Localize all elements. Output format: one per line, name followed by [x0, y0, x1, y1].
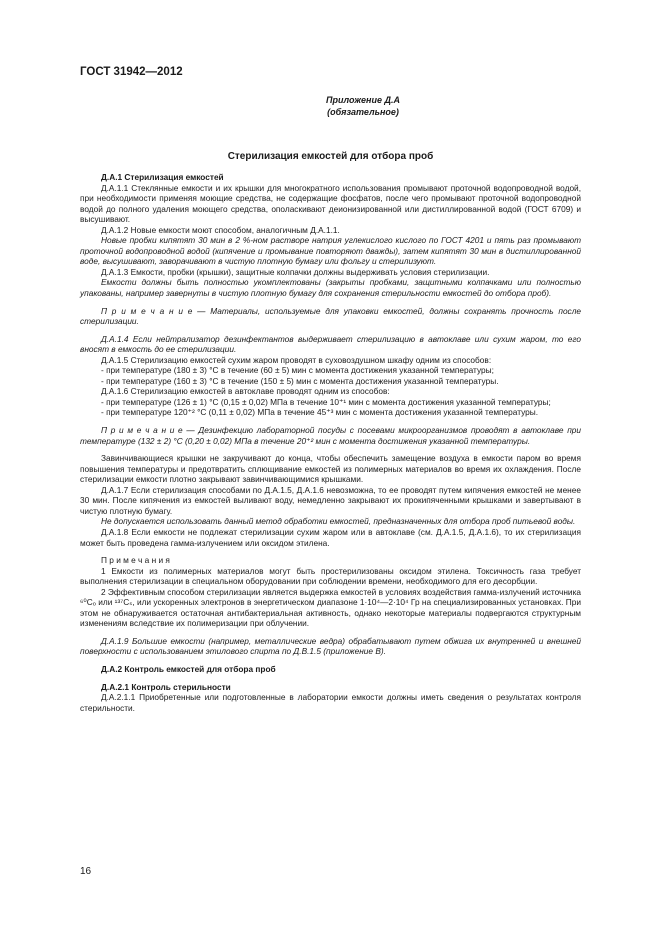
- note: [80, 306, 581, 327]
- note-label: П р и м е ч а н и е: [101, 425, 183, 436]
- page-number: 16: [80, 866, 92, 877]
- note-label: П р и м е ч а н и е: [101, 305, 193, 316]
- section-heading: Д.А.2 Контроль емкостей для отбора проб: [101, 663, 276, 674]
- note-item: 1 Емкости из полимерных материалов могут быть простерилизованы оксидом этилена. Токсичность газа требует выполнения стерилизации в специальном оборудовании при соблюдении времени, необходимого для его десорбции.: [80, 565, 581, 587]
- paragraph: Д.А.1.5 Стерилизацию емкостей сухим жаром проводят в суховоздушном шкафу одним из способов:: [101, 354, 492, 365]
- document-title: Стерилизация емкостей для отбора проб: [227, 151, 434, 162]
- annex-status: (обязательное): [327, 107, 399, 117]
- paragraph: Д.А.1.4 Если нейтрализатор дезинфектантов выдерживает стерилизацию в автоклаве или сухим жаром, то его вносят в емкость до ее стерилизации.: [80, 333, 581, 355]
- paragraph: Д.А.1.1 Стеклянные емкости и их крышки для многократного использования промывают проточной водопроводной водой, при необходимости применяя моющие средства, не содержащие фосфатов, после чего промывают проточной водопроводной водой до полного удаления моющего средства, ополаскивают деионизированной или дистиллированной водой (ГОСТ 6709) и высушивают.: [80, 182, 581, 225]
- annex-title: Приложение Д.А: [326, 95, 400, 105]
- paragraph: Д.А.1.7 Если стерилизация способами по Д.А.1.5, Д.А.1.6 невозможна, то ее проводят путем кипячения емкостей не менее 30 мин. После кипячения из емкостей выливают воду, немедленно закрывают их прокипяченными крышками и завертывают в чистую плотную бумагу.: [80, 484, 581, 516]
- list-item: - при температуре (160 ± 3) °С в течение (150 ± 5) мин с момента достижения указанной температуры.: [101, 375, 499, 386]
- paragraph: Д.А.1.6 Стерилизацию емкостей в автоклаве проводят одним из способов:: [101, 386, 390, 397]
- notes-label: П р и м е ч а н и я: [101, 555, 170, 566]
- paragraph: Д.А.1.9 Большие емкости (например, металлические ведра) обрабатывают путем обжига их внутренней и внешней поверхности с использованием этилового спирта по Д.В.1.5 (приложение В).: [80, 635, 581, 657]
- paragraph: Новые пробки кипятят 30 мин в 2 %-ном растворе натрия углекислого кислого по ГОСТ 4201 и пять раз промывают проточной водопроводной водой (кипячение и промывание повторяют дважды), затем кипятят 30 мин в дистиллированной воде, высушивают, заворачивают в чистую плотную бумагу или фольгу и стерилизуют.: [80, 235, 581, 267]
- paragraph: Завинчивающиеся крышки не закручивают до конца, чтобы обеспечить замещение воздуха в емкости паром во время повышения температуры и предотвратить сплющивание емкостей из полимерных материалов во время их охлаждения. После стерилизации емкости плотно закрывают завинчивающимися крышками.: [80, 453, 581, 485]
- paragraph: Д.А.1.2 Новые емкости моют способом, аналогичным Д.А.1.1.: [101, 224, 340, 235]
- paragraph: Д.А.1.8 Если емкости не подлежат стерилизации сухим жаром или в автоклаве (см. Д.А.1.5, Д.А.1.6), то их стерилизация может быть проведена гамма-излучением или оксидом этилена.: [80, 526, 581, 548]
- standard-code: ГОСТ 31942—2012: [80, 66, 183, 78]
- paragraph: Не допускается использовать данный метод обработки емкостей, предназначенных для отбора проб питьевой воды.: [101, 516, 576, 527]
- list-item: - при температуре (180 ± 3) °С в течение (60 ± 5) мин с момента достижения указанной температуры;: [101, 365, 494, 376]
- note: [80, 425, 581, 446]
- paragraph: Д.А.2.1.1 Приобретенные или подготовленные в лаборатории емкости должны иметь сведения о результатах контроля стерильности.: [80, 692, 581, 713]
- note-text: — Материалы, используемые для упаковки емкостей, должны сохранять прочность после стерилизации.: [80, 305, 581, 327]
- list-item: - при температуре (126 ± 1) °С (0,15 ± 0,02) МПа в течение 10⁺¹ мин с момента достижения указанной температуры;: [101, 396, 551, 407]
- note-item: 2 Эффективным способом стерилизации является выдержка емкостей в условиях воздействия гамма-излучений источника ⁶⁰Cₒ или ¹³⁷Cₛ, или ускоренных электронов в энергетическом диапазоне 1·10⁴—2·10⁴ Гр на специализированных установках. При этом не обнаруживается остаточная антибактериальная активность, однако некоторые материалы подвергаются структурным изменениям вследствие их полимеризации при облучении.: [80, 586, 581, 629]
- document-body: [80, 172, 581, 713]
- paragraph: Д.А.1.3 Емкости, пробки (крышки), защитные колпачки должны выдерживать условия стерилизации.: [101, 266, 490, 277]
- note-text: — Дезинфекцию лабораторной посуды с посевами микроорганизмов проводят в автоклаве при температуре (132 ± 2) °С (0,20 ± 0,02) МПа в течение 20⁺² мин с момента достижения указанной температуры.: [80, 425, 581, 446]
- annex-heading: [0, 94, 661, 118]
- section-heading: Д.А.1 Стерилизация емкостей: [101, 172, 224, 182]
- subsection-heading: Д.А.2.1 Контроль стерильности: [101, 681, 231, 692]
- paragraph: Емкости должны быть полностью укомплектованы (закрыты пробками, защитными колпачками или полностью упакованы, например завернуты в чистую плотную бумагу для сохранения стерильности емкостей до отбора проб).: [80, 277, 581, 299]
- list-item: - при температуре 120⁺² °С (0,11 ± 0,02) МПа в течение 45⁺³ мин с момента достижения указанной температуры.: [101, 407, 539, 418]
